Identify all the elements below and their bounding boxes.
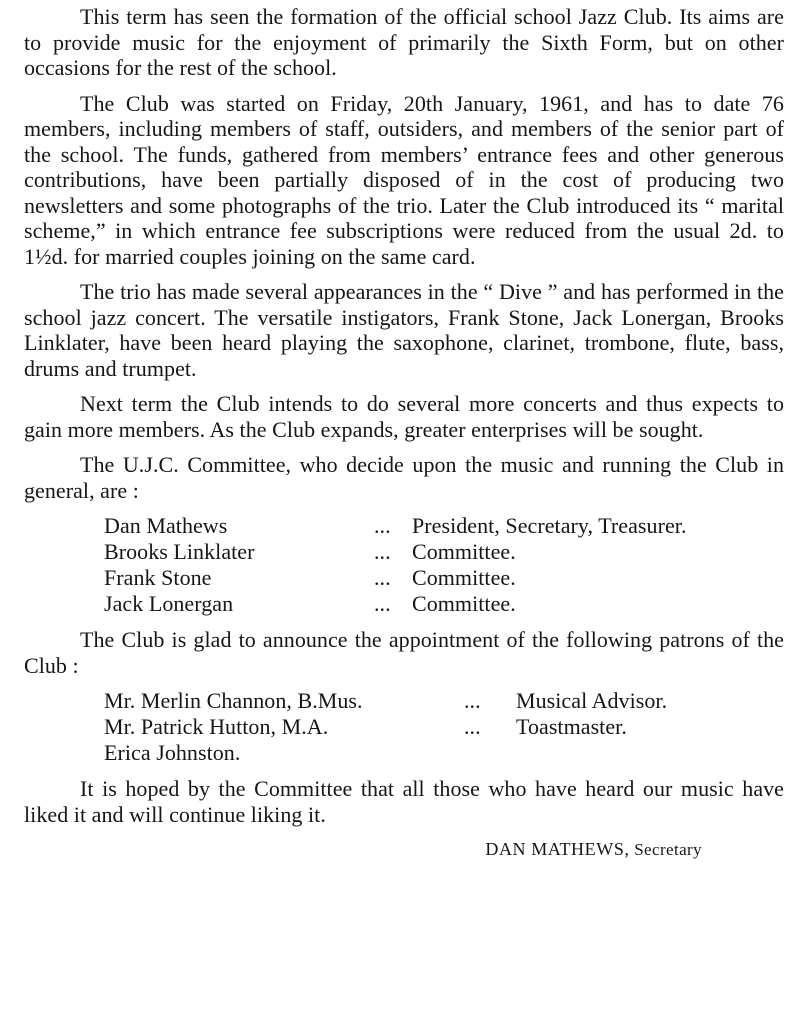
patrons-list <box>24 688 784 766</box>
patrons-intro-paragraph: The Club is glad to announce the appointment of the following patrons of the Club : <box>24 627 784 678</box>
committee-member <box>24 539 784 565</box>
patron-role: Toastmaster. <box>516 714 627 739</box>
signature-role: Secretary <box>634 840 702 859</box>
leader-dots: ... <box>374 539 391 564</box>
leader-dots: ... <box>374 591 391 616</box>
member-role: President, Secretary, Treasurer. <box>412 513 687 538</box>
committee-member <box>24 591 784 617</box>
member-role: Committee. <box>412 591 516 616</box>
member-name: Dan Mathews <box>104 513 228 538</box>
committee-intro-paragraph: The U.J.C. Committee, who decide upon the music and running the Club in general, are : <box>24 452 784 503</box>
club-newsletter-article <box>24 4 784 863</box>
trio-paragraph: The trio has made several appearances in the “ Dive ” and has performed in the school jazz concert. The versatile instigators, Frank Stone, Jack Lonergan, Brooks Linklater, have been heard playing the saxophone, clarinet, trombone, flute, bass, drums and trumpet. <box>24 279 784 381</box>
signature-name: DAN MATHEWS, <box>485 839 630 859</box>
patron-name: Mr. Merlin Channon, B.Mus. <box>104 688 363 713</box>
patron-role: Musical Advisor. <box>516 688 668 713</box>
history-paragraph: The Club was started on Friday, 20th January, 1961, and has to date 76 members, including members of staff, outsiders, and members of the senior part of the school. The funds, gathered from members’ entrance fees and other generous contributions, have been partially disposed of in the cost of producing two newsletters and some photographs of the trio. Later the Club introduced its “ marital scheme,” in which entrance fee subscriptions were reduced from the usual 2d. to 1½d. for married couples joining on the same card. <box>24 90 784 269</box>
member-name: Jack Lonergan <box>104 591 234 616</box>
member-role: Committee. <box>412 539 516 564</box>
next-term-paragraph: Next term the Club intends to do several more concerts and thus expects to gain more members. As the Club expands, greater enterprises will be sought. <box>24 391 784 442</box>
closing-paragraph: It is hoped by the Committee that all those who have heard our music have liked it and will continue liking it. <box>24 776 784 827</box>
patron-entry <box>24 714 784 740</box>
leader-dots: ... <box>374 565 391 590</box>
committee-member <box>24 513 784 539</box>
intro-paragraph: This term has seen the formation of the official school Jazz Club. Its aims are to provide music for the enjoyment of primarily the Sixth Form, but on other occasions for the rest of the school. <box>24 4 784 80</box>
leader-dots: ... <box>374 513 391 538</box>
patron-entry <box>24 688 784 714</box>
leader-dots: ... <box>464 714 481 739</box>
member-role: Committee. <box>412 565 516 590</box>
committee-member <box>24 565 784 591</box>
member-name: Brooks Linklater <box>104 539 255 564</box>
patron-name: Erica Johnston. <box>104 740 241 765</box>
patron-name: Mr. Patrick Hutton, M.A. <box>104 714 329 739</box>
patron-entry <box>24 740 784 766</box>
member-name: Frank Stone <box>104 565 212 590</box>
signature <box>24 837 784 863</box>
committee-list <box>24 513 784 617</box>
leader-dots: ... <box>464 688 481 713</box>
